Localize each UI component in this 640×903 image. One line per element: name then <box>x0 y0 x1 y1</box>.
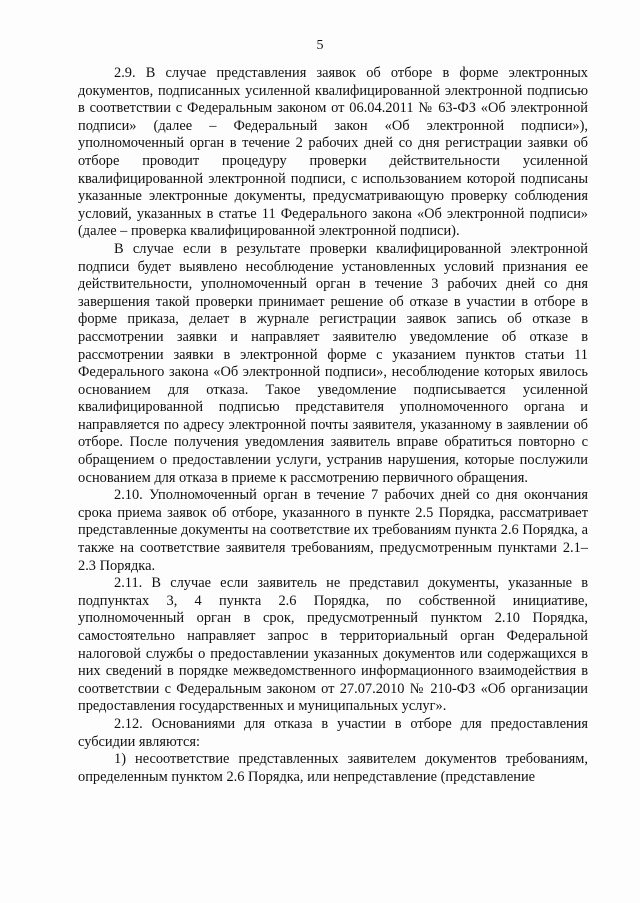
paragraph-2-12: 2.12. Основаниями для отказа в участии в отборе для предоставления субсидии являются: <box>78 715 588 750</box>
paragraph-verification-failure: В случае если в результате проверки квалифицированной электронной подписи будет выявлено несоблюдение установленных условий признания ее действительности, уполномоченный орган в течение 3 рабочих дней со дня завершения такой проверки принимает решение об отказе в участии в отборе в форме приказа, делает в журнале регистрации заявок запись об отказе в рассмотрении заявки и направляет заявителю уведомление об отказе в рассмотрении заявки в электронной форме с указанием пунктов статьи 11 Федерального закона «Об электронной подписи», несоблюдение которых явилось основанием для отказа. Такое уведомление подписывается усиленной квалифицированной подписью представителя уполномоченного органа и направляется по адресу электронной почты заявителя, указанному в заявлении об отборе. После получения уведомления заявитель вправе обратиться повторно с обращением о предоставлении услуги, устранив нарушения, которые послужили основанием для отказа в приеме к рассмотрению первичного обращения. <box>78 240 588 486</box>
document-body <box>78 65 588 786</box>
paragraph-2-12-item-1: 1) несоответствие представленных заявителем документов требованиям, определенным пунктом 2.6 Порядка, или непредставление (представление <box>78 751 588 785</box>
page-number: 5 <box>316 38 324 53</box>
paragraph-2-10: 2.10. Уполномоченный орган в течение 7 рабочих дней со дня окончания срока приема заявок об отборе, указанного в пункте 2.5 Порядка, рассматривает представленные документы на соответствие их требованиям пункта 2.6 Порядка, а также на соответствие заявителя требованиям, предусмотренным пунктами 2.1–2.3 Порядка. <box>78 487 588 574</box>
paragraph-2-11: 2.11. В случае если заявитель не представил документы, указанные в подпунктах 3, 4 пункта 2.6 Порядка, по собственной инициативе, уполномоченный орган в срок, предусмотренный пунктом 2.10 Порядка, самостоятельно направляет запрос в территориальный орган Федеральной налоговой службы о предоставлении указанных документов или содержащихся в них сведений в порядке межведомственного информационного взаимодействия в соответствии с Федеральным законом от 27.07.2010 № 210-ФЗ «Об организации предоставления государственных и муниципальных услуг». <box>78 575 588 715</box>
paragraph-2-9: 2.9. В случае представления заявок об отборе в форме электронных документов, подписанных усиленной квалифицированной электронной подписью в соответствии с Федеральным законом от 06.04.2011 № 63-ФЗ «Об электронной подписи» (далее – Федеральный закон «Об электронной подписи»), уполномоченный орган в течение 2 рабочих дней со дня регистрации заявки об отборе проводит процедуру проверки действительности усиленной квалифицированной электронной подписи, с использованием которой подписаны указанные электронные документы, предусматривающую проверку соблюдения условий, указанных в статье 11 Федерального закона «Об электронной подписи» (далее – проверка квалифицированной электронной подписи). <box>78 65 588 240</box>
